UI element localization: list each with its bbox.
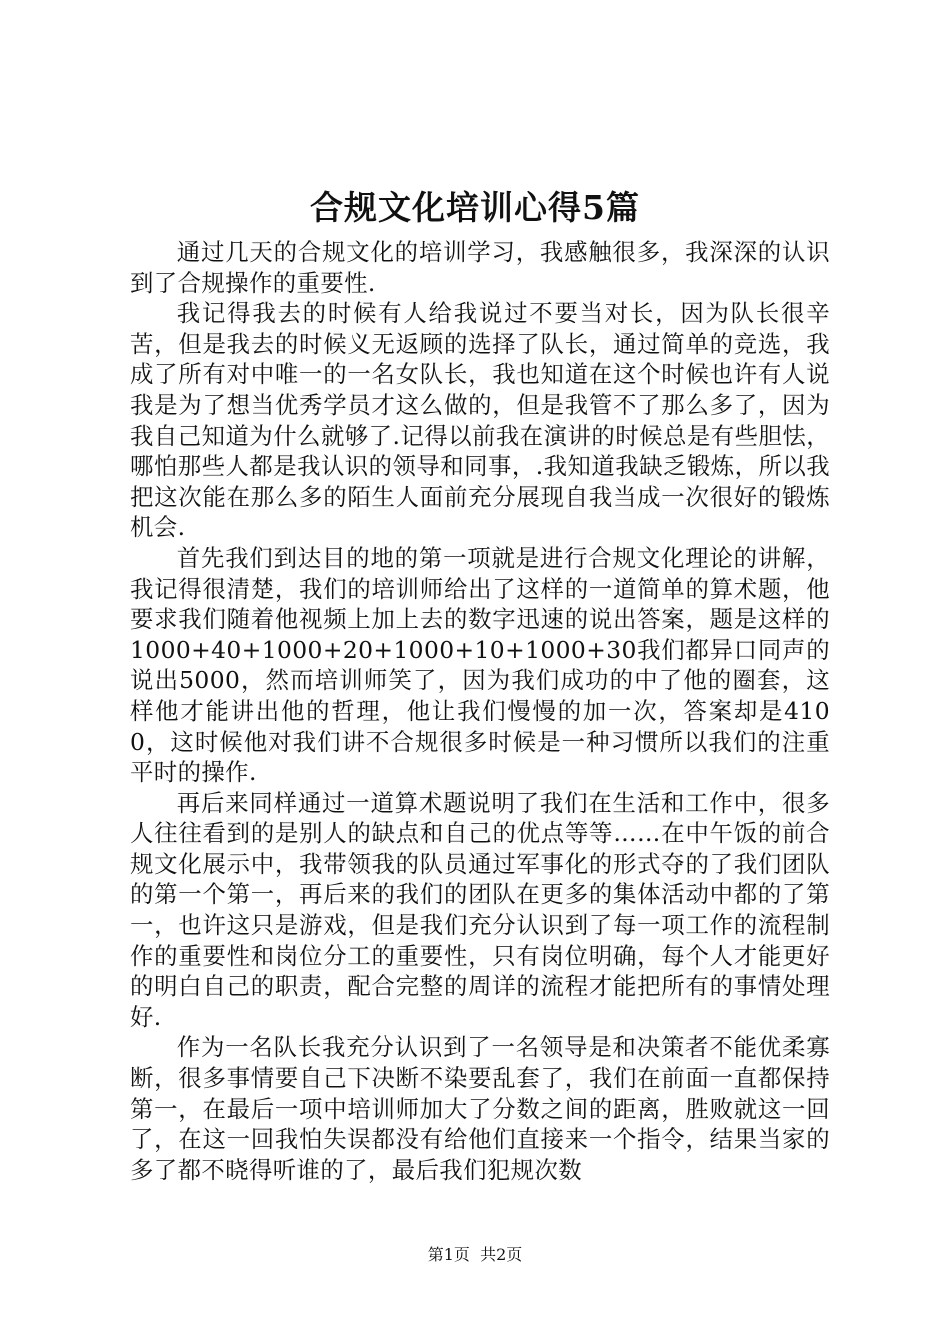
page-footer — [0, 1245, 950, 1265]
paragraph-1: 通过几天的合规文化的培训学习，我感触很多，我深深的认识到了合规操作的重要性. — [130, 238, 830, 297]
document-body — [130, 237, 830, 1185]
document-title: 合规文化培训心得5篇 — [310, 188, 640, 227]
paragraph-2: 我记得我去的时候有人给我说过不要当对长，因为队长很辛苦，但是我去的时候义无返顾的选择了队长，通过简单的竞选，我成了所有对中唯一的一名女队长，我也知道在这个时候也许有人说我是为了想当优秀学员才这么做的，但是我管不了那么多了，因为我自己知道为什么就够了.记得以前我在演讲的时候总是有些胆怯，哪怕那些人都是我认识的领导和同事，.我知道我缺乏锻炼，所以我把这次能在那么多的陌生人面前充分展现自我当成一次很好的锻炼机会. — [130, 299, 830, 542]
paragraph-3: 首先我们到达目的地的第一项就是进行合规文化理论的讲解，我记得很清楚，我们的培训师给出了这样的一道简单的算术题，他要求我们随着他视频上加上去的数字迅速的说出答案，题是这样的1000+40+1000+20+1000+10+1000+30我们都异口同声的说出5000，然而培训师笑了，因为我们成功的中了他的圈套，这样他才能讲出他的哲理，他让我们慢慢的加一次，答案却是4100，这时候他对我们讲不合规很多时候是一种习惯所以我们的注重平时的操作. — [130, 543, 830, 787]
paragraph-4: 再后来同样通过一道算术题说明了我们在生活和工作中，很多人往往看到的是别人的缺点和自己的优点等等……在中午饭的前合规文化展示中，我带领我的队员通过军事化的形式夺的了我们团队的第一个第一，再后来的我们的团队在更多的集体活动中都的了第一，也许这只是游戏，但是我们充分认识到了每一项工作的流程制作的重要性和岗位分工的重要性，只有岗位明确，每个人才能更好的明白自己的职责，配合完整的周详的流程才能把所有的事情处理好. — [130, 788, 830, 1031]
page-number: 第1页 — [427, 1245, 470, 1264]
page-total: 共2页 — [480, 1245, 523, 1264]
paragraph-5: 作为一名队长我充分认识到了一名领导是和决策者不能优柔寡断，很多事情要自己下决断不染要乱套了，我们在前面一直都保持第一，在最后一项中培训师加大了分数之间的距离，胜败就这一回了，在这一回我怕失误都没有给他们直接来一个指令，结果当家的多了都不晓得听谁的了，最后我们犯规次数 — [130, 1033, 830, 1184]
